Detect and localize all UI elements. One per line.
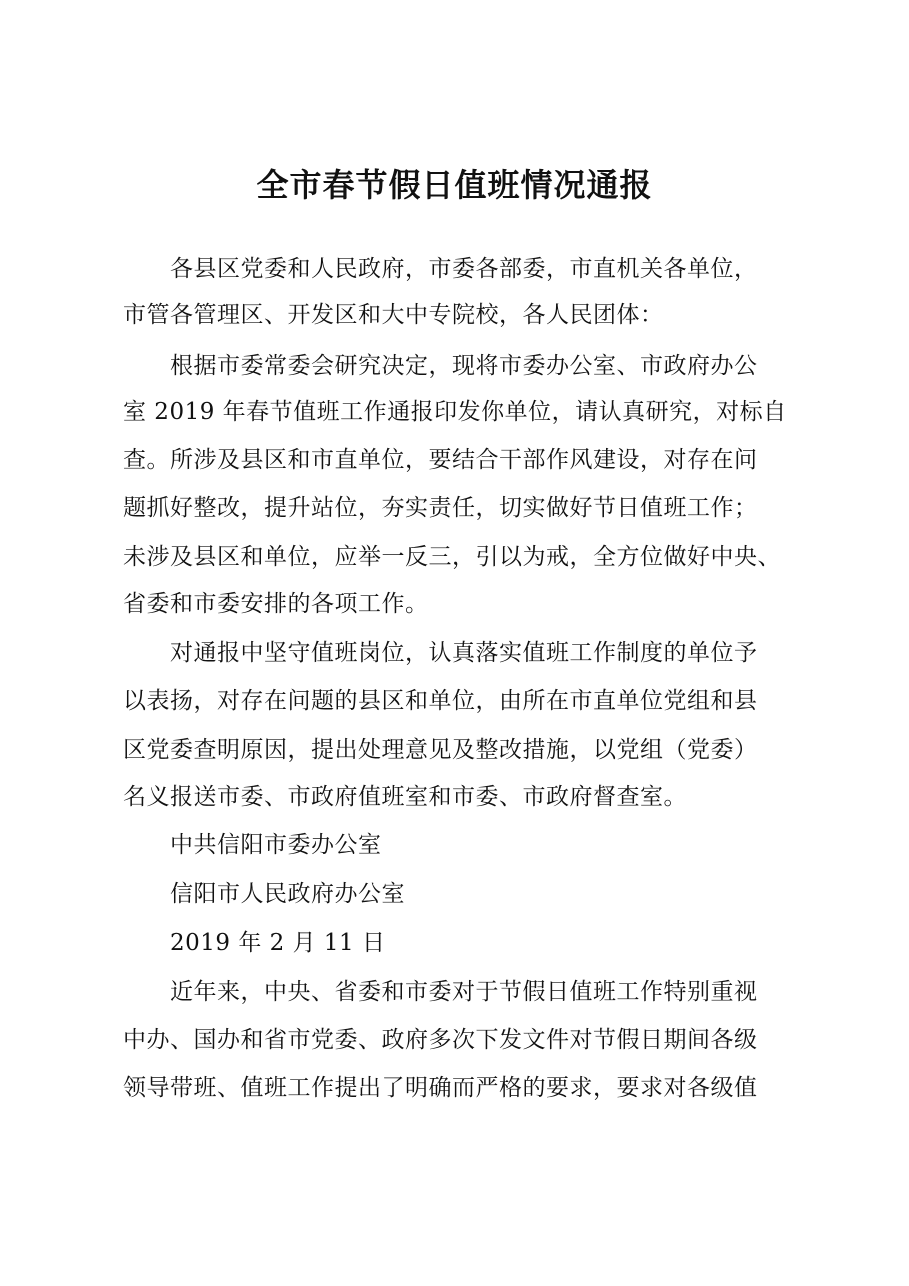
salutation-line-1: 各县区党委和人民政府，市委各部委，市直机关各单位，	[170, 256, 758, 282]
paragraph2-line-2: 以表扬，对存在问题的县区和单位，由所在市直单位党组和县	[123, 688, 758, 714]
paragraph2-line-4: 名义报送市委、市政府值班室和市委、市政府督查室。	[123, 784, 687, 810]
issuer-government-office: 信阳市人民政府办公室	[170, 881, 405, 907]
salutation-line-2: 市管各管理区、开发区和大中专院校，各人民团体：	[123, 302, 664, 328]
paragraph2-line-1: 对通报中坚守值班岗位，认真落实值班工作制度的单位予	[170, 640, 758, 666]
document-title: 全市春节假日值班情况通报	[256, 166, 653, 204]
paragraph1-line-4: 题抓好整改，提升站位，夯实责任，切实做好节日值班工作；	[123, 495, 758, 521]
paragraph3-line-2: 中办、国办和省市党委、政府多次下发文件对节假日期间各级	[123, 1027, 758, 1053]
paragraph2-line-3: 区党委查明原因，提出处理意见及整改措施，以党组（党委）	[123, 737, 758, 763]
paragraph1-line-5: 未涉及县区和单位，应举一反三，引以为戒，全方位做好中央、	[123, 544, 781, 570]
paragraph1-line-3: 查。所涉及县区和市直单位，要结合干部作风建设，对存在问	[123, 447, 758, 473]
issue-date: 2019 年 2 月 11 日	[170, 930, 386, 956]
issuer-party-office: 中共信阳市委办公室	[170, 832, 382, 858]
paragraph3-line-1: 近年来，中央、省委和市委对于节假日值班工作特别重视	[170, 979, 758, 1005]
paragraph3-line-3: 领导带班、值班工作提出了明确而严格的要求，要求对各级值	[123, 1075, 758, 1101]
paragraph1-line-2: 室 2019 年春节值班工作通报印发你单位，请认真研究，对标自	[123, 399, 787, 425]
paragraph1-line-1: 根据市委常委会研究决定，现将市委办公室、市政府办公	[170, 353, 758, 379]
paragraph1-line-6: 省委和市委安排的各项工作。	[123, 591, 429, 617]
